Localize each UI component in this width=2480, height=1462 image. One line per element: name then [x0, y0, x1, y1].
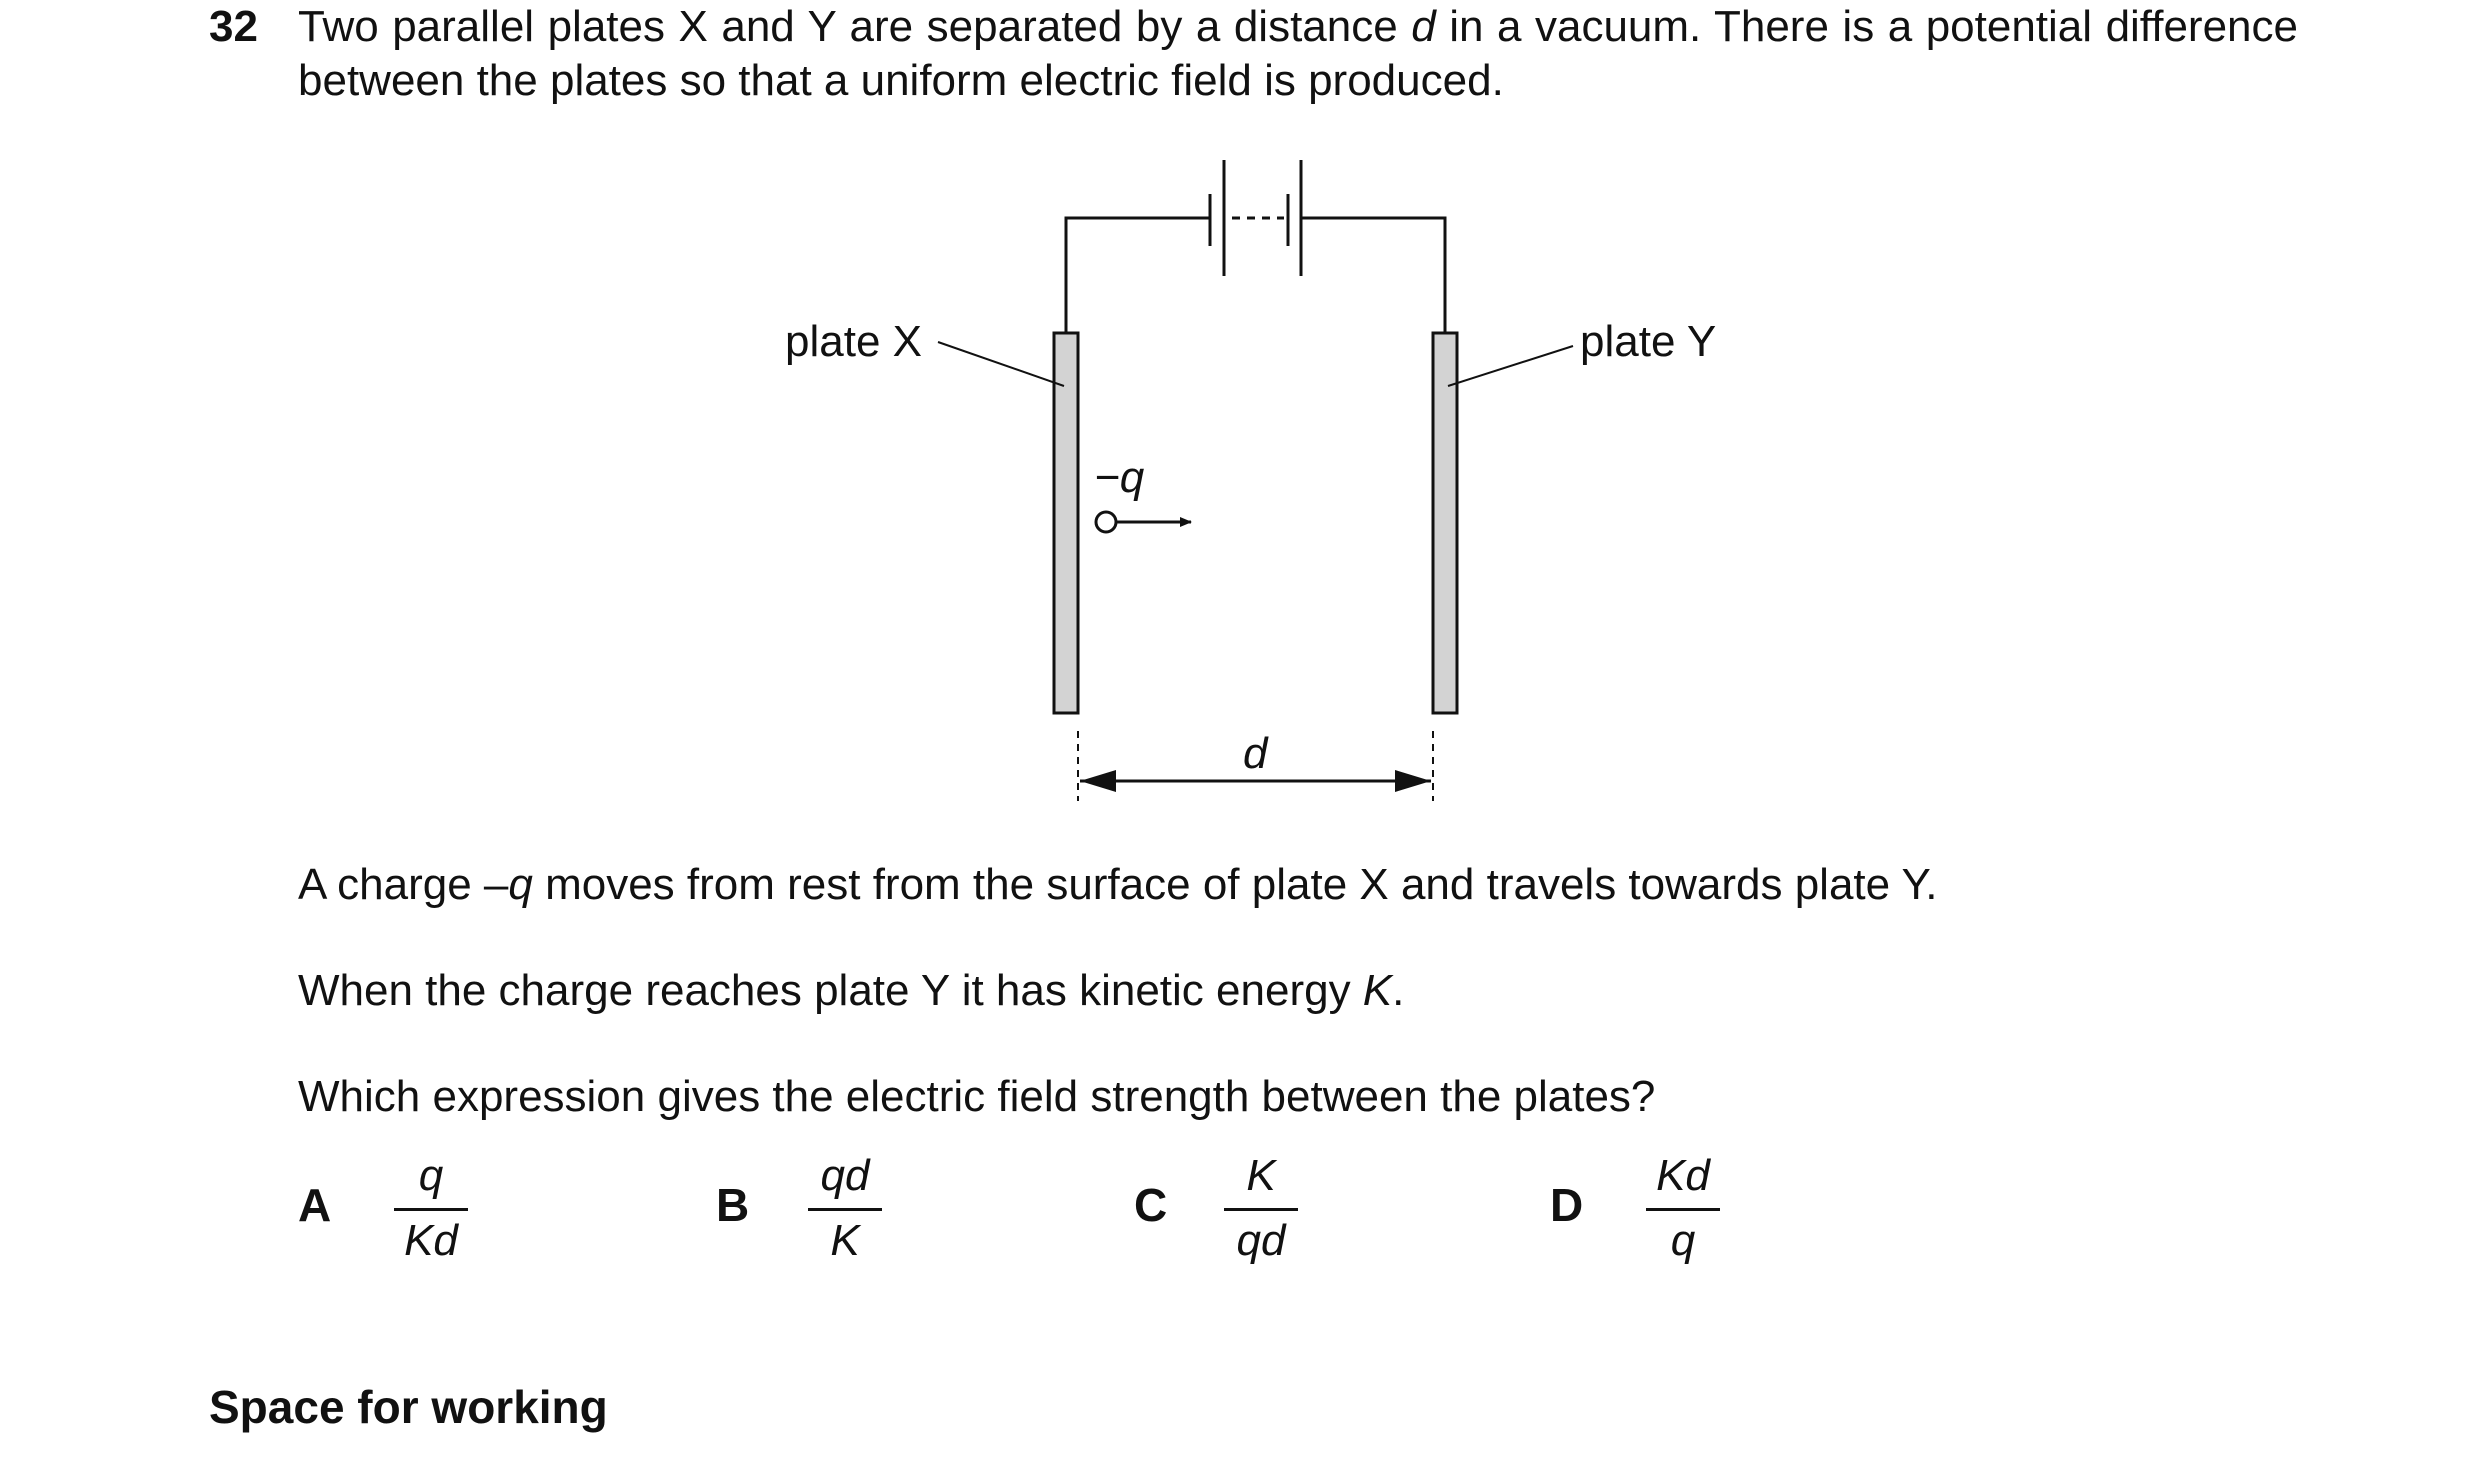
plate-x-label: plate X	[785, 317, 922, 366]
option-d-letter[interactable]: D	[1550, 1179, 1584, 1231]
option-a-numerator: q	[418, 1151, 444, 1200]
question-number: 32	[209, 2, 258, 51]
charge-icon	[1096, 512, 1116, 532]
distance-label: d	[1243, 729, 1268, 778]
option-a-letter[interactable]: A	[298, 1179, 332, 1231]
para2-text-a: When the charge reaches plate Y it has kinetic energy	[298, 966, 1363, 1015]
option-b-fraction[interactable]	[808, 1150, 882, 1267]
option-b-numerator: qd	[820, 1151, 870, 1200]
para2-text-c: .	[1392, 966, 1405, 1015]
para1-text-c: moves from rest from the surface of plate X and travels towards plate Y.	[532, 860, 1938, 909]
battery-icon	[1210, 160, 1301, 276]
stem-text-2: in a vacuum. There is a potential difference between the plates so that a uniform electric field is produced.	[298, 2, 2298, 105]
option-a-denominator: Kd	[404, 1216, 458, 1265]
option-b-letter[interactable]: B	[716, 1179, 750, 1231]
plate-x-leader-line	[938, 342, 1064, 386]
space-for-working-label: Space for working	[209, 1381, 608, 1433]
plate-y-leader-line	[1448, 346, 1573, 386]
option-c-denominator: qd	[1236, 1216, 1286, 1265]
option-a-fraction[interactable]	[394, 1150, 468, 1267]
circuit-wires	[1066, 218, 1445, 333]
option-d-denominator: q	[1670, 1216, 1696, 1265]
option-b-denominator: K	[830, 1216, 860, 1265]
charge-label: −q	[1094, 453, 1145, 502]
stem-symbol-d: d	[1411, 2, 1436, 51]
paragraph-charge-motion	[298, 858, 1937, 912]
option-d-numerator: Kd	[1656, 1151, 1710, 1200]
option-d-fraction[interactable]	[1646, 1150, 1720, 1267]
option-c-fraction[interactable]	[1224, 1150, 1298, 1267]
para1-symbol-q: q	[508, 860, 533, 909]
paragraph-question: Which expression gives the electric field strength between the plates?	[298, 1072, 1656, 1121]
para1-text-a: A charge –	[298, 860, 509, 909]
plate-y	[1433, 333, 1457, 713]
plate-y-label: plate Y	[1580, 317, 1717, 366]
option-c-numerator: K	[1246, 1151, 1276, 1200]
para2-symbol-k: K	[1362, 966, 1393, 1015]
paragraph-kinetic-energy	[298, 964, 1404, 1018]
plate-x	[1054, 333, 1078, 713]
option-c-letter[interactable]: C	[1134, 1179, 1168, 1231]
stem-text-1: Two parallel plates X and Y are separated by a distance	[298, 2, 1412, 51]
